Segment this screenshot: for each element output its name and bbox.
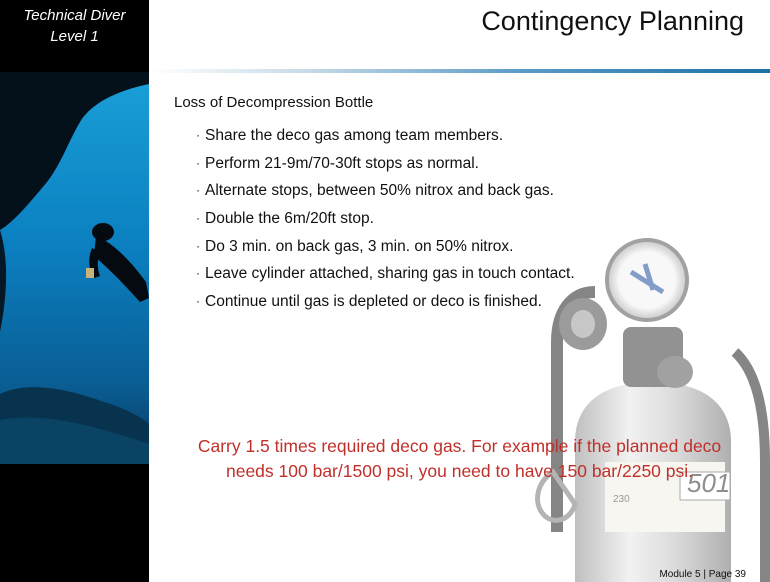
sidebar bbox=[0, 0, 149, 582]
bullet-glyph: · bbox=[196, 183, 200, 198]
cylinder-small-label: 230 bbox=[613, 494, 630, 505]
diver-cave-photo bbox=[0, 72, 149, 464]
title-divider bbox=[149, 69, 770, 73]
course-brand bbox=[0, 0, 149, 72]
list-item bbox=[196, 260, 575, 288]
list-item-text: Leave cylinder attached, sharing gas in touch contact. bbox=[205, 265, 575, 283]
page-footer: Module 5 | Page 39 bbox=[659, 569, 746, 580]
bullet-glyph: · bbox=[196, 266, 200, 281]
bullet-glyph: · bbox=[196, 127, 200, 142]
page-title: Contingency Planning bbox=[481, 6, 744, 36]
brand-line-2: Level 1 bbox=[50, 28, 99, 45]
list-item-text: Perform 21-9m/70-30ft stops as normal. bbox=[205, 154, 479, 172]
list-item bbox=[196, 205, 575, 233]
list-item bbox=[196, 288, 575, 316]
list-item-text: Do 3 min. on back gas, 3 min. on 50% nitrox. bbox=[205, 237, 514, 255]
list-item bbox=[196, 233, 575, 261]
bullet-glyph: · bbox=[196, 238, 200, 253]
section-heading: Loss of Decompression Bottle bbox=[174, 94, 374, 111]
list-item-text: Continue until gas is depleted or deco is finished. bbox=[205, 292, 542, 310]
bullet-glyph: · bbox=[196, 293, 200, 308]
brand-line-1: Technical Diver bbox=[23, 7, 126, 24]
bullet-glyph: · bbox=[196, 210, 200, 225]
list-item-text: Double the 6m/20ft stop. bbox=[205, 209, 374, 227]
list-item-text: Share the deco gas among team members. bbox=[205, 126, 504, 144]
list-item-text: Alternate stops, between 50% nitrox and back gas. bbox=[205, 182, 554, 200]
list-item bbox=[196, 150, 575, 178]
list-item bbox=[196, 122, 575, 150]
deco-gas-note: Carry 1.5 times required deco gas. For example if the planned deco needs 100 bar/1500 psi, you need to have 150 bar/2250 psi. bbox=[197, 436, 722, 481]
list-item bbox=[196, 177, 575, 205]
bullet-glyph: · bbox=[196, 155, 200, 170]
bullet-list bbox=[196, 122, 575, 316]
cylinder-number: 501 bbox=[687, 468, 731, 498]
